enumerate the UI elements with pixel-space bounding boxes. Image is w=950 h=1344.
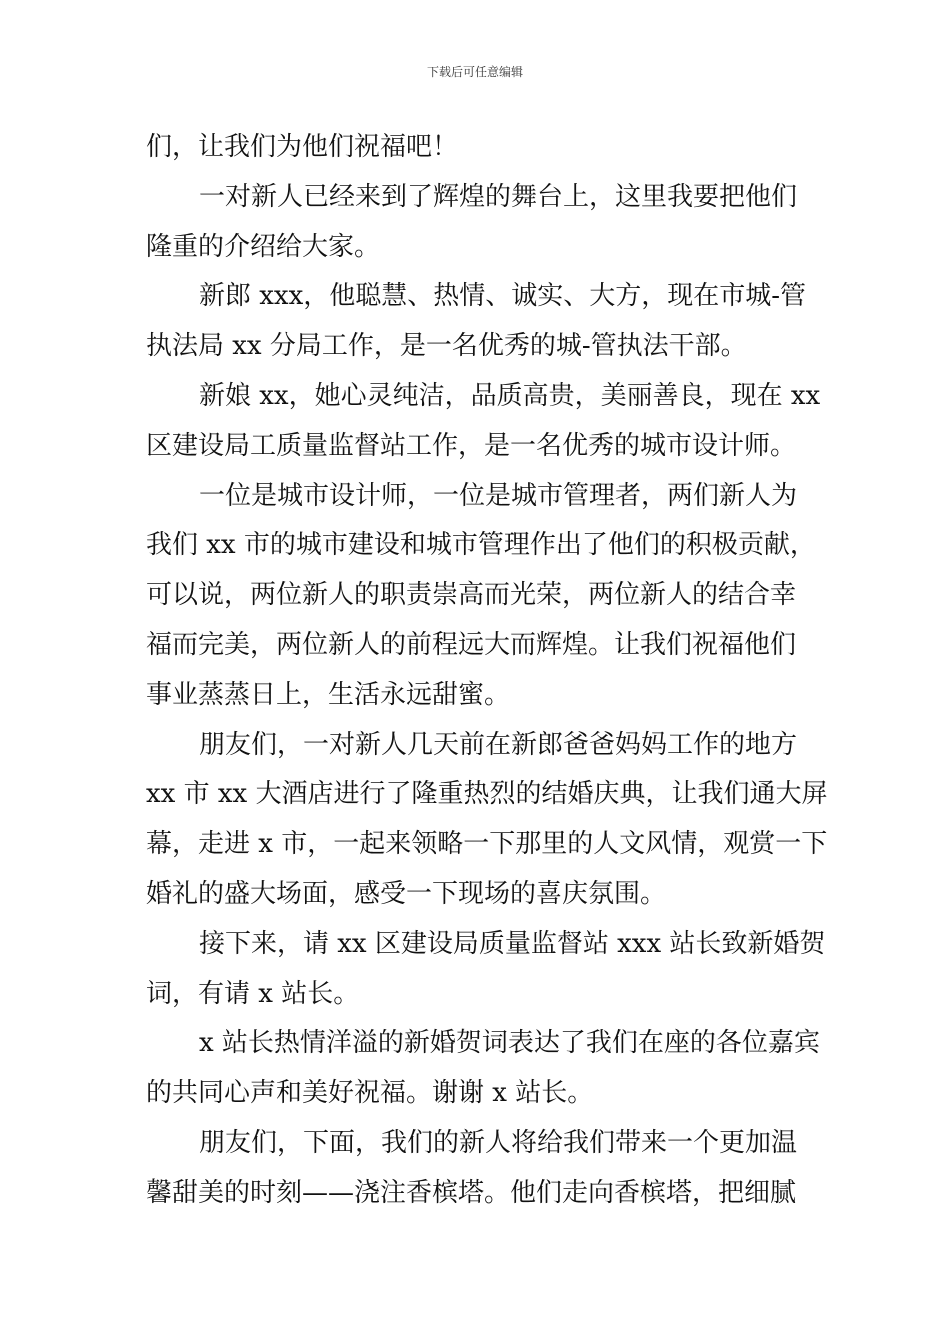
- text-line: 隆重的介绍给大家。: [146, 231, 381, 262]
- text-line: 们，让我们为他们祝福吧！: [146, 132, 459, 162]
- text-line: xx 市 xx 大酒店进行了隆重热烈的结婚庆典，让我们通大屏: [146, 779, 828, 810]
- text-line: 我们 xx 市的城市建设和城市管理作出了他们的积极贡献，: [146, 530, 816, 561]
- text-line: 朋友们，一对新人几天前在新郎爸爸妈妈工作的地方: [199, 729, 798, 760]
- text-line: 馨甜美的时刻——浇注香槟塔。他们走向香槟塔，把细腻: [146, 1177, 797, 1208]
- text-line: 事业蒸蒸日上，生活永远甜蜜。: [146, 679, 511, 710]
- text-line: 可以说，两位新人的职责崇高而光荣，两位新人的结合幸: [146, 580, 797, 611]
- text-line: 区建设局工质量监督站工作，是一名优秀的城市设计师。: [146, 430, 797, 461]
- text-line: 幕，走进 x 市，一起来领略一下那里的人文风情，观赏一下: [146, 829, 828, 860]
- text-line: 词，有请 x 站长。: [146, 978, 360, 1009]
- text-line: 一位是城市设计师，一位是城市管理者，两们新人为: [199, 480, 798, 511]
- text-line: 新娘 xx，她心灵纯洁，品质高贵，美丽善良，现在 xx: [199, 380, 821, 411]
- text-line: 婚礼的盛大场面，感受一下现场的喜庆氛围。: [146, 878, 667, 909]
- text-line: 新郎 xxx，他聪慧、热情、诚实、大方，现在市城-管: [199, 281, 807, 312]
- text-line: 执法局 xx 分局工作，是一名优秀的城-管执法干部。: [146, 331, 747, 362]
- text-line: 朋友们，下面，我们的新人将给我们带来一个更加温: [199, 1127, 798, 1158]
- text-line: 的共同心声和美好祝福。谢谢 x 站长。: [146, 1078, 594, 1109]
- text-line: 福而完美，两位新人的前程远大而辉煌。让我们祝福他们: [146, 629, 797, 660]
- text-line: x 站长热情洋溢的新婚贺词表达了我们在座的各位嘉宾: [199, 1028, 820, 1059]
- text-line: 一对新人已经来到了辉煌的舞台上，这里我要把他们: [199, 181, 798, 212]
- document-body: [146, 123, 828, 1219]
- text-line: 接下来，请 xx 区建设局质量监督站 xxx 站长致新婚贺: [199, 928, 826, 959]
- page-header: 下载后可任意编辑: [426, 65, 523, 79]
